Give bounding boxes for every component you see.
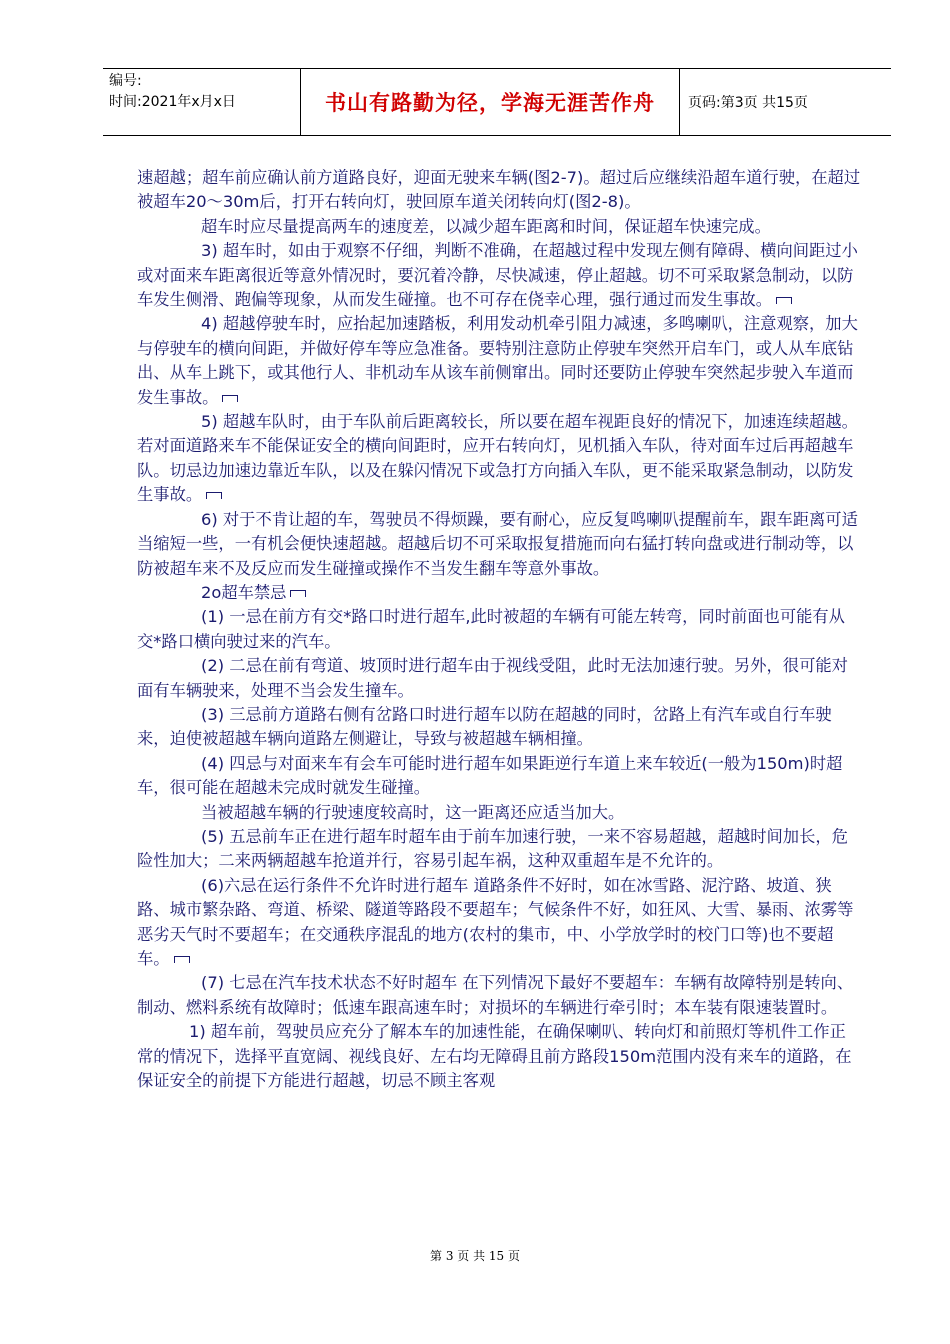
section-heading-text: 2o超车禁忌 — [201, 582, 287, 602]
paragraph-text: (6)六忌在运行条件不允许时进行超车 道路条件不好时，如在冰雪路、泥泞路、坡道、狭路、城市繁杂路、弯道、桥梁、隧道等路段不要超车；气候条件不好，如狂风、大雪、暴雨、浓雾等恶劣天气时不要超车；在交通秩序混乱的地方(农村的集市，中、小学放学时的校门口等)也不要超车。 — [137, 875, 854, 968]
paragraph-text: 3) 超车时，如由于观察不仔细，判断不准确，在超越过程中发现左侧有障碍、横向间距过小或对面来车距离很近等意外情况时，要沉着冷静，尽快减速，停止超越。切不可采取紧急制动，以防车发生侧滑、跑偏等现象，从而发生碰撞。也不可存在侥幸心理，强行通过而发生事故。 — [137, 241, 858, 310]
paragraph — [137, 239, 861, 312]
paragraph-mark-icon — [222, 395, 238, 402]
paragraph — [137, 874, 861, 972]
paragraph-text: 5) 超越车队时，由于车队前后距离较长，所以要在超车视距良好的情况下，加速连续超越。若对面道路来车不能保证安全的横向间距时，应开右转向灯，见机插入车队，待对面车过后再超越车队。切忌边加速边靠近车队，以及在躲闪情况下或急打方向插入车队，更不能采取紧急制动，以防发生事故。 — [137, 412, 858, 505]
paragraph: (7) 七忌在汽车技术状态不好时超车 在下列情况下最好不要超车：车辆有故障特别是转向、制动、燃料系统有故障时；低速车跟高速车时；对损坏的车辆进行牵引时；本车装有限速装置时。 — [137, 973, 854, 1017]
header-page-label: 页码:第3页 共15页 — [688, 95, 808, 111]
paragraph — [137, 312, 861, 410]
paragraph-mark-icon — [206, 492, 222, 499]
document-body — [137, 166, 861, 1093]
paragraph-mark-icon — [776, 297, 792, 304]
paragraph: (5) 五忌前车正在进行超车时超车由于前车加速行驶，一来不容易超越，超越时间加长，危险性加大；二来两辆超越车抢道并行，容易引起车祸，这种双重超车是不允许的。 — [137, 826, 848, 871]
page-header — [103, 68, 891, 136]
paragraph: 当被超越车辆的行驶速度较高时，这一距离还应适当加大。 — [201, 802, 625, 822]
paragraph: (4) 四忌与对面来车有会车可能时进行超车如果距逆行车道上来车较近(一般为150m)时超车，很可能在超越未完成时就发生碰撞。 — [137, 753, 843, 798]
paragraph-mark-icon — [290, 590, 306, 597]
paragraph: 速超越；超车前应确认前方道路良好，迎面无驶来车辆(图2-7)。超过后应继续沿超车道行驶，在超过被超车20～30m后，打开右转向灯，驶回原车道关闭转向灯(图2-8)。 — [137, 168, 861, 212]
document-number-label: 编号: — [109, 73, 142, 89]
paragraph: 1) 超车前，驾驶员应充分了解本车的加速性能，在确保喇叭、转向灯和前照灯等机件工作正常的情况下，选择平直宽阔、视线良好、左右均无障碍且前方路段150m范围内没有来车的道路，在保证安全的前提下方能进行超越，切忌不顾主客观 — [137, 1022, 852, 1091]
header-meta — [103, 69, 301, 135]
page-footer: 第 3 页 共 15 页 — [430, 1249, 520, 1263]
header-motto: 书山有路勤为径，学海无涯苦作舟 — [301, 69, 680, 135]
paragraph-mark-icon — [174, 956, 190, 963]
document-time-label: 时间:2021年x月x日 — [109, 94, 236, 110]
paragraph: (1) 一忌在前方有交*路口时进行超车,此时被超的车辆有可能左转弯，同时前面也可能有从交*路口横向驶过来的汽车。 — [137, 607, 845, 651]
paragraph: 6) 对于不肯让超的车，驾驶员不得烦躁，要有耐心，应反复鸣喇叭提醒前车，跟车距离可适当缩短一些，一有机会便快速超越。超越后切不可采取报复措施而向右猛打转向盘或进行制动等，以防被超车来不及反应而发生碰撞或操作不当发生翻车等意外事故。 — [137, 509, 858, 578]
paragraph-text: 4) 超越停驶车时，应抬起加速踏板，利用发动机牵引阻力减速，多鸣喇叭，注意观察，加大与停驶车的横向间距，并做好停车等应急准备。要特别注意防止停驶车突然开启车门，或人从车底钻出、从车上跳下，或其他行人、非机动车从该车前侧窜出。同时还要防止停驶车突然起步驶入车道而发生事故。 — [137, 314, 858, 407]
paragraph: (2) 二忌在前有弯道、坡顶时进行超车由于视线受阻，此时无法加速行驶。另外，很可能对面有车辆驶来，处理不当会发生撞车。 — [137, 656, 848, 700]
paragraph: 超车时应尽量提高两车的速度差，以减少超车距离和时间，保证超车快速完成。 — [201, 216, 771, 236]
paragraph: (3) 三忌前方道路右侧有岔路口时进行超车以防在超越的同时，岔路上有汽车或自行车驶来，迫使被超越车辆向道路左侧避让，导致与被超越车辆相撞。 — [137, 704, 832, 749]
section-heading — [137, 581, 861, 605]
paragraph — [137, 410, 861, 508]
